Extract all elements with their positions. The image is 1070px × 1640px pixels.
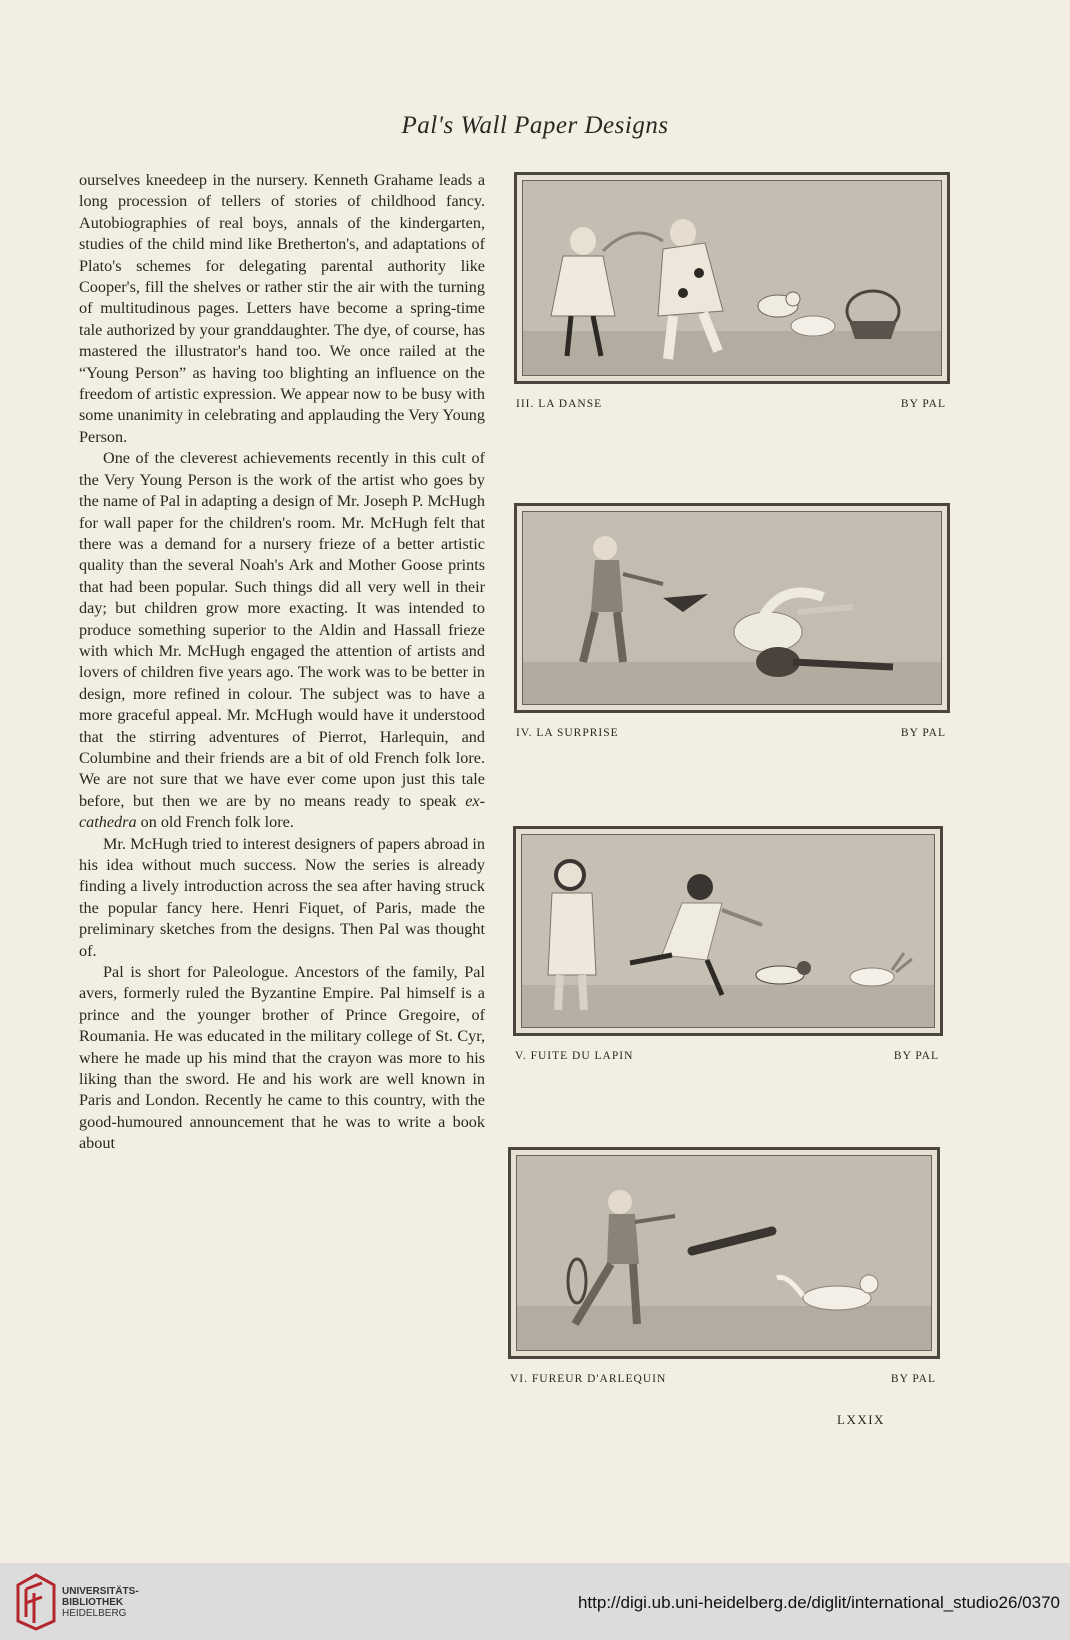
plate-fuite-du-lapin [513,826,943,1062]
plate-image [514,172,950,384]
plate-image [513,826,943,1036]
paragraph: Mr. McHugh tried to interest designers of papers abroad in his idea without much success. Now the series is already finding a lively introduction across the sea after having struck the popular fancy here. Henri Fiquet, of Paris, made the preliminary sketches from the designs. Then Pal was thought of. [79,834,485,960]
page-number: LXXIX [837,1412,885,1427]
plate-credit: BY PAL [893,1050,939,1062]
plate-caption-row [514,398,950,410]
article-body [79,170,485,1155]
plate-credit: BY PAL [900,727,946,739]
harlequin-goose-illustration [523,512,941,704]
digitization-footer [0,1563,1070,1640]
plate-image [508,1147,940,1359]
plate-la-surprise [514,503,950,739]
plate-caption-row [508,1373,940,1385]
institution-line: UNIVERSITÄTS- [62,1586,139,1597]
institution-line: HEIDELBERG [62,1608,127,1619]
dancing-children-illustration [523,181,941,375]
plate-caption-row [513,1050,943,1062]
library-logo-icon [14,1571,58,1631]
paragraph-tail: on old French folk lore. [136,813,294,832]
institution-name [62,1586,139,1619]
institution-line: BIBLIOTHEK [62,1597,124,1608]
plate-caption: IV. LA SURPRISE [516,727,619,739]
paragraph-text: One of the cleverest achievements recently in this cult of the Very Young Person is the work of the artist who goes by the name of Pal in adapting a design of Mr. Joseph P. McHugh for wall paper for the children's room. Mr. McHugh felt that there was a demand for a nursery frieze of a better artistic quality than the several Noah's Ark and Mother Goose prints that had been popular. Such things did all very well in their day; but children grow more exacting. It was intended to produce something superior to the Aldin and Hassall frieze with which Mr. McHugh engaged the attention of artists and lovers of children five years ago. The work was to be better in design, more refined in colour. The subject was to have a more graceful appeal. Mr. McHugh would have it understood that the stirring adventures of Pierrot, Harlequin, and Columbine and their friends are a bit of old French folk lore. We are not sure that we have ever come upon just this tale before, but then we are by no means ready to speak [79,449,485,810]
plate-la-danse [514,172,950,410]
plate-credit: BY PAL [900,398,946,410]
plate-credit: BY PAL [890,1373,936,1385]
plate-caption-row [514,727,950,739]
paragraph [79,448,485,833]
plate-image [514,503,950,713]
paragraph: Pal is short for Paleologue. Ancestors of the family, Pal avers, formerly ruled the Byzantine Empire. Pal himself is a prince and the younger brother of Prince Gregoire, of Roumania. He was educated in the military college of St. Cyr, where he made up his mind that the crayon was more to his liking than the sword. He and his work are well known in Paris and London. Recently he came to this country, with the good-humoured announcement that he was to write a book about [79,963,485,1153]
source-url-link[interactable]: http://digi.ub.uni-heidelberg.de/diglit/international_studio26/0370 [577,1593,1060,1612]
italic-term: ex-cathedra [79,791,485,832]
pierrot-rabbit-chase-illustration [522,835,934,1027]
plate-caption: III. LA DANSE [516,398,603,410]
harlequin-cat-illustration [517,1156,931,1350]
plate-fureur-darlequin [508,1147,940,1385]
plate-caption: V. FUITE DU LAPIN [515,1050,634,1062]
plate-caption: VI. FUREUR D'ARLEQUIN [510,1373,667,1385]
paragraph: ourselves kneedeep in the nursery. Kenneth Grahame leads a long procession of tellers of stories of childhood fancy. Autobiographies of real boys, annals of the kindergarten, studies of the child mind like Bretherton's, and adaptations of Plato's schemes for delegating parental authority like Cooper's, fill the shelves or rather stir the air with the turning of multitudinous pages. Letters have become a spring-time tale authorized by your granddaughter. The dye, of course, has mastered the illustrator's hand too. We once railed at the “Young Person” as having too blighting an influence on the freedom of artistic expression. We appear now to be busy with some unanimity in celebrating and applauding the Very Young Person. [79,171,485,446]
running-title: Pal's Wall Paper Designs [401,112,669,139]
